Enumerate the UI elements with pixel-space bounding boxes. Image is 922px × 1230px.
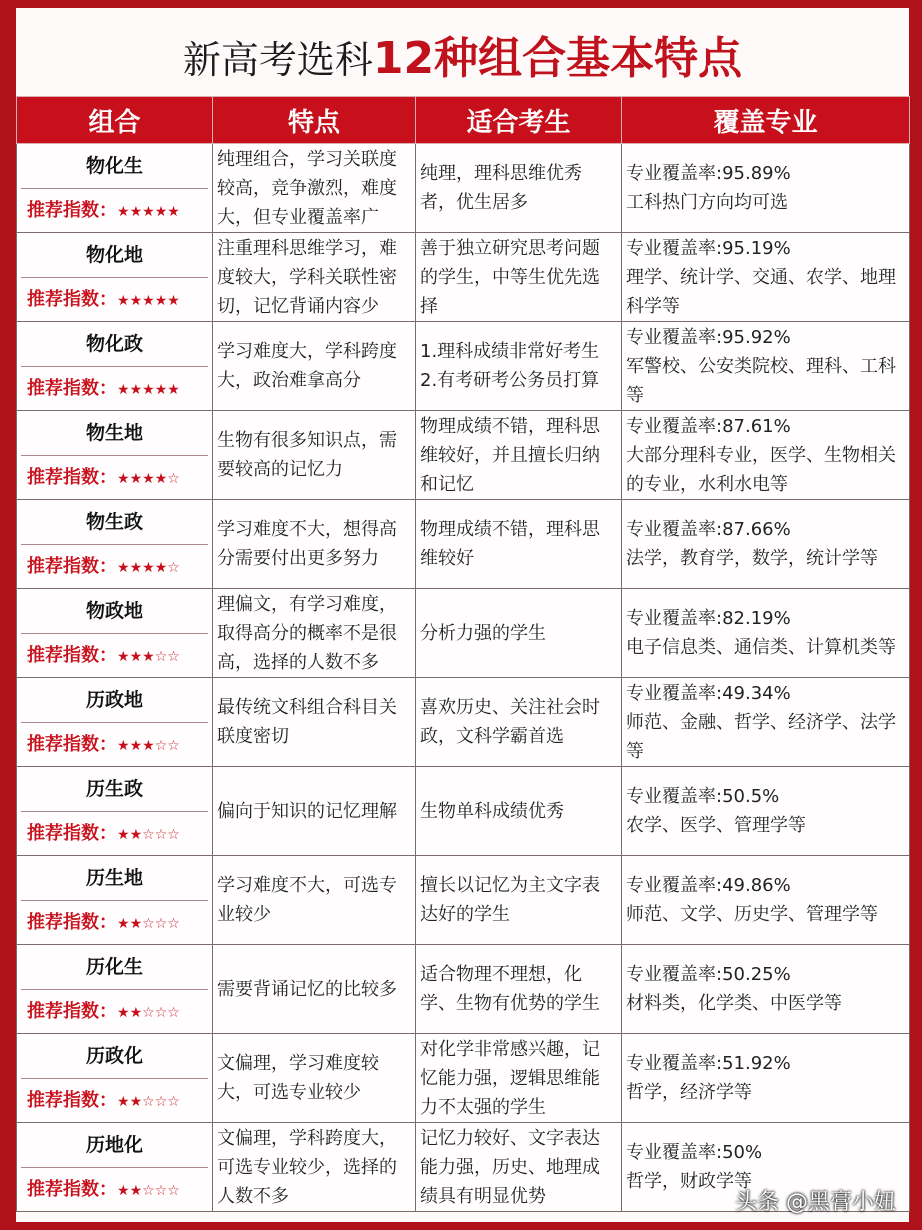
star-empty-icon: ☆ [167, 916, 180, 932]
feature-cell: 文偏理，学科跨度大，可选专业较少，选择的人数不多 [213, 1123, 416, 1212]
combo-name: 历政化 [21, 1034, 208, 1079]
star-rating [117, 738, 180, 754]
star-filled-icon: ★ [129, 1005, 143, 1021]
star-filled-icon: ★ [129, 204, 143, 220]
star-filled-icon: ★ [117, 1183, 130, 1199]
recommend-label: 推荐指数： [27, 1001, 117, 1022]
star-filled-icon: ★ [154, 204, 168, 220]
star-empty-icon: ☆ [167, 738, 180, 754]
star-filled-icon: ★ [167, 293, 180, 309]
combo-cell [17, 856, 213, 945]
combo-cell [17, 144, 213, 233]
star-filled-icon: ★ [167, 204, 180, 220]
star-filled-icon: ★ [142, 382, 155, 398]
star-empty-icon: ☆ [167, 649, 180, 665]
recommend-index [21, 189, 208, 232]
star-filled-icon: ★ [142, 738, 155, 754]
combo-name: 物化地 [21, 233, 208, 278]
star-filled-icon: ★ [129, 738, 143, 754]
coverage-rate: 专业覆盖率:87.61% [626, 415, 791, 437]
star-filled-icon: ★ [129, 827, 143, 843]
star-filled-icon: ★ [129, 382, 143, 398]
table-row [17, 678, 910, 767]
star-rating [117, 916, 180, 932]
majors-text: 工科热门方向均可选 [626, 192, 788, 213]
star-filled-icon: ★ [117, 204, 130, 220]
majors-text: 军警校、公安类院校、理科、工科等 [626, 355, 896, 406]
recommend-index [21, 723, 208, 766]
star-empty-icon: ☆ [167, 827, 180, 843]
star-filled-icon: ★ [117, 649, 130, 665]
coverage-rate: 专业覆盖率:87.66% [626, 519, 791, 540]
star-filled-icon: ★ [117, 1094, 130, 1110]
majors-cell [622, 945, 910, 1034]
students-cell: 记忆力较好、文字表达能力强，历史、地理成绩具有明显优势 [416, 1123, 622, 1212]
students-cell: 生物单科成绩优秀 [416, 767, 622, 856]
table-row [17, 1034, 910, 1123]
star-empty-icon: ☆ [167, 1183, 180, 1199]
recommend-index [21, 278, 208, 321]
recommend-index [21, 901, 208, 944]
majors-text: 法学，教育学，数学，统计学等 [626, 548, 878, 569]
majors-cell [622, 856, 910, 945]
combo-cell [17, 411, 213, 500]
coverage-rate: 专业覆盖率:95.89% [626, 163, 791, 184]
students-cell: 1.理科成绩非常好考生 2.有考研考公务员打算 [416, 322, 622, 411]
recommend-index [21, 545, 208, 588]
star-filled-icon: ★ [117, 560, 130, 576]
star-empty-icon: ☆ [142, 1005, 155, 1021]
star-filled-icon: ★ [129, 916, 143, 932]
feature-cell: 需要背诵记忆的比较多 [213, 945, 416, 1034]
majors-cell [622, 1034, 910, 1123]
combo-name: 历地化 [21, 1123, 208, 1168]
star-filled-icon: ★ [117, 382, 130, 398]
star-rating [117, 293, 180, 309]
star-filled-icon: ★ [117, 916, 130, 932]
majors-text: 理学、统计学、交通、农学、地理科学等 [626, 266, 896, 317]
table-row [17, 945, 910, 1034]
recommend-index [21, 456, 208, 499]
students-cell: 分析力强的学生 [416, 589, 622, 678]
recommend-label: 推荐指数： [27, 200, 117, 221]
table-row [17, 767, 910, 856]
recommend-label: 推荐指数： [27, 1179, 117, 1200]
star-filled-icon: ★ [167, 382, 180, 398]
recommend-label: 推荐指数： [27, 289, 117, 310]
feature-cell: 理偏文，有学习难度，取得高分的概率不是很高，选择的人数不多 [213, 589, 416, 678]
header-majors: 覆盖专业 [622, 97, 910, 144]
combo-cell [17, 678, 213, 767]
recommend-index [21, 812, 208, 855]
coverage-rate: 专业覆盖率:50.25% [626, 964, 791, 985]
table-body [17, 144, 910, 1212]
star-filled-icon: ★ [117, 738, 130, 754]
table-row [17, 233, 910, 322]
coverage-rate: 专业覆盖率:50% [626, 1142, 763, 1163]
majors-text: 哲学，财政学等 [626, 1171, 752, 1192]
table-row [17, 500, 910, 589]
table-row [17, 411, 910, 500]
combo-cell [17, 1123, 213, 1212]
feature-cell: 文偏理，学习难度较大，可选专业较少 [213, 1034, 416, 1123]
star-empty-icon: ☆ [154, 1183, 168, 1199]
star-rating [117, 827, 180, 843]
star-filled-icon: ★ [142, 204, 155, 220]
majors-cell [622, 767, 910, 856]
combo-name: 历政地 [21, 678, 208, 723]
header-combo: 组合 [17, 97, 213, 144]
star-empty-icon: ☆ [167, 1094, 180, 1110]
coverage-rate: 专业覆盖率:50.5% [626, 786, 780, 807]
star-filled-icon: ★ [154, 293, 168, 309]
majors-cell [622, 678, 910, 767]
star-rating [117, 382, 180, 398]
star-empty-icon: ☆ [167, 1005, 180, 1021]
combo-name: 历生地 [21, 856, 208, 901]
students-cell: 适合物理不理想，化学、生物有优势的学生 [416, 945, 622, 1034]
star-empty-icon: ☆ [142, 1094, 155, 1110]
star-empty-icon: ☆ [167, 471, 180, 487]
feature-cell: 最传统文科组合科目关联度密切 [213, 678, 416, 767]
star-empty-icon: ☆ [154, 827, 168, 843]
title-part2: 12种组合基本特点 [372, 33, 743, 84]
star-empty-icon: ☆ [167, 560, 180, 576]
star-filled-icon: ★ [129, 560, 143, 576]
header-students: 适合考生 [416, 97, 622, 144]
star-filled-icon: ★ [117, 1005, 130, 1021]
star-filled-icon: ★ [154, 471, 168, 487]
majors-cell [622, 322, 910, 411]
table-row [17, 856, 910, 945]
coverage-rate: 专业覆盖率:49.86% [626, 875, 791, 896]
star-rating [117, 1094, 180, 1110]
page-title [16, 28, 909, 90]
combo-cell [17, 322, 213, 411]
watermark: 头条 @黑膏小妞 [735, 1190, 896, 1215]
star-empty-icon: ☆ [154, 916, 168, 932]
star-filled-icon: ★ [117, 293, 130, 309]
star-filled-icon: ★ [142, 471, 155, 487]
coverage-rate: 专业覆盖率:49.34% [626, 682, 791, 704]
recommend-index [21, 990, 208, 1033]
star-empty-icon: ☆ [154, 738, 168, 754]
star-empty-icon: ☆ [154, 1005, 168, 1021]
majors-cell [622, 589, 910, 678]
majors-text: 材料类，化学类、中医学等 [626, 993, 842, 1014]
recommend-label: 推荐指数： [27, 912, 117, 933]
star-empty-icon: ☆ [142, 827, 155, 843]
majors-text: 哲学，经济学等 [626, 1082, 752, 1103]
majors-text: 师范、文学、历史学、管理学等 [626, 904, 878, 925]
recommend-label: 推荐指数： [27, 734, 117, 755]
table-row [17, 322, 910, 411]
students-cell: 纯理，理科思维优秀者，优生居多 [416, 144, 622, 233]
star-filled-icon: ★ [129, 293, 143, 309]
star-filled-icon: ★ [129, 1183, 143, 1199]
coverage-rate: 专业覆盖率:51.92% [626, 1053, 791, 1074]
feature-cell: 纯理组合，学习关联度较高，竞争激烈，难度大，但专业覆盖率广 [213, 144, 416, 233]
feature-cell: 注重理科思维学习，难度较大，学科关联性密切，记忆背诵内容少 [213, 233, 416, 322]
majors-text: 农学、医学、管理学等 [626, 815, 806, 836]
students-cell: 物理成绩不错，理科思维较好 [416, 500, 622, 589]
table-row [17, 144, 910, 233]
recommend-index [21, 1079, 208, 1122]
feature-cell: 学习难度不大，可选专业较少 [213, 856, 416, 945]
combo-name: 物化政 [21, 322, 208, 367]
combo-name: 物化生 [21, 144, 208, 189]
majors-cell [622, 233, 910, 322]
star-filled-icon: ★ [142, 649, 155, 665]
recommend-index [21, 634, 208, 677]
star-empty-icon: ☆ [154, 649, 168, 665]
coverage-rate: 专业覆盖率:95.19% [626, 237, 791, 259]
students-cell: 物理成绩不错，理科思维较好，并且擅长归纳和记忆 [416, 411, 622, 500]
recommend-label: 推荐指数： [27, 1090, 117, 1111]
coverage-rate: 专业覆盖率:95.92% [626, 326, 791, 348]
star-filled-icon: ★ [154, 382, 168, 398]
majors-text: 师范、金融、哲学、经济学、法学等 [626, 711, 896, 762]
star-empty-icon: ☆ [154, 1094, 168, 1110]
combo-cell [17, 945, 213, 1034]
star-rating [117, 560, 180, 576]
star-filled-icon: ★ [154, 560, 168, 576]
feature-cell: 学习难度大，学科跨度大，政治难拿高分 [213, 322, 416, 411]
students-cell: 喜欢历史、关注社会时政，文科学霸首选 [416, 678, 622, 767]
recommend-label: 推荐指数： [27, 467, 117, 488]
combo-name: 物生地 [21, 411, 208, 456]
combo-cell [17, 1034, 213, 1123]
combo-cell [17, 233, 213, 322]
star-filled-icon: ★ [117, 827, 130, 843]
majors-text: 大部分理科专业，医学、生物相关的专业，水利水电等 [626, 444, 896, 495]
recommend-label: 推荐指数： [27, 645, 117, 666]
star-filled-icon: ★ [142, 560, 155, 576]
star-rating [117, 204, 180, 220]
students-cell: 善于独立研究思考问题的学生，中等生优先选择 [416, 233, 622, 322]
combo-cell [17, 500, 213, 589]
recommend-index [21, 1168, 208, 1211]
feature-cell: 生物有很多知识点，需要较高的记忆力 [213, 411, 416, 500]
students-cell: 对化学非常感兴趣，记忆能力强，逻辑思维能力不太强的学生 [416, 1034, 622, 1123]
combo-name: 物政地 [21, 589, 208, 634]
table-row [17, 589, 910, 678]
star-filled-icon: ★ [129, 649, 143, 665]
table-header-row [17, 97, 910, 144]
combo-cell [17, 589, 213, 678]
students-cell: 擅长以记忆为主文字表达好的学生 [416, 856, 622, 945]
combo-name: 历生政 [21, 767, 208, 812]
combo-name: 历化生 [21, 945, 208, 990]
star-rating [117, 1183, 180, 1199]
star-empty-icon: ☆ [142, 916, 155, 932]
star-rating [117, 649, 180, 665]
star-filled-icon: ★ [142, 293, 155, 309]
majors-text: 电子信息类、通信类、计算机类等 [626, 637, 896, 658]
feature-cell: 偏向于知识的记忆理解 [213, 767, 416, 856]
recommend-index [21, 367, 208, 410]
feature-cell: 学习难度不大，想得高分需要付出更多努力 [213, 500, 416, 589]
majors-cell [622, 500, 910, 589]
majors-cell [622, 411, 910, 500]
star-filled-icon: ★ [129, 1094, 143, 1110]
majors-cell [622, 144, 910, 233]
star-rating [117, 471, 180, 487]
star-empty-icon: ☆ [142, 1183, 155, 1199]
header-feature: 特点 [213, 97, 416, 144]
star-rating [117, 1005, 180, 1021]
recommend-label: 推荐指数： [27, 823, 117, 844]
combo-name: 物生政 [21, 500, 208, 545]
coverage-rate: 专业覆盖率:82.19% [626, 608, 791, 629]
recommend-label: 推荐指数： [27, 378, 117, 399]
star-filled-icon: ★ [117, 471, 130, 487]
star-filled-icon: ★ [129, 471, 143, 487]
title-part1: 新高考选科 [182, 38, 373, 82]
recommend-label: 推荐指数： [27, 556, 117, 577]
combination-table [16, 96, 910, 1212]
combo-cell [17, 767, 213, 856]
